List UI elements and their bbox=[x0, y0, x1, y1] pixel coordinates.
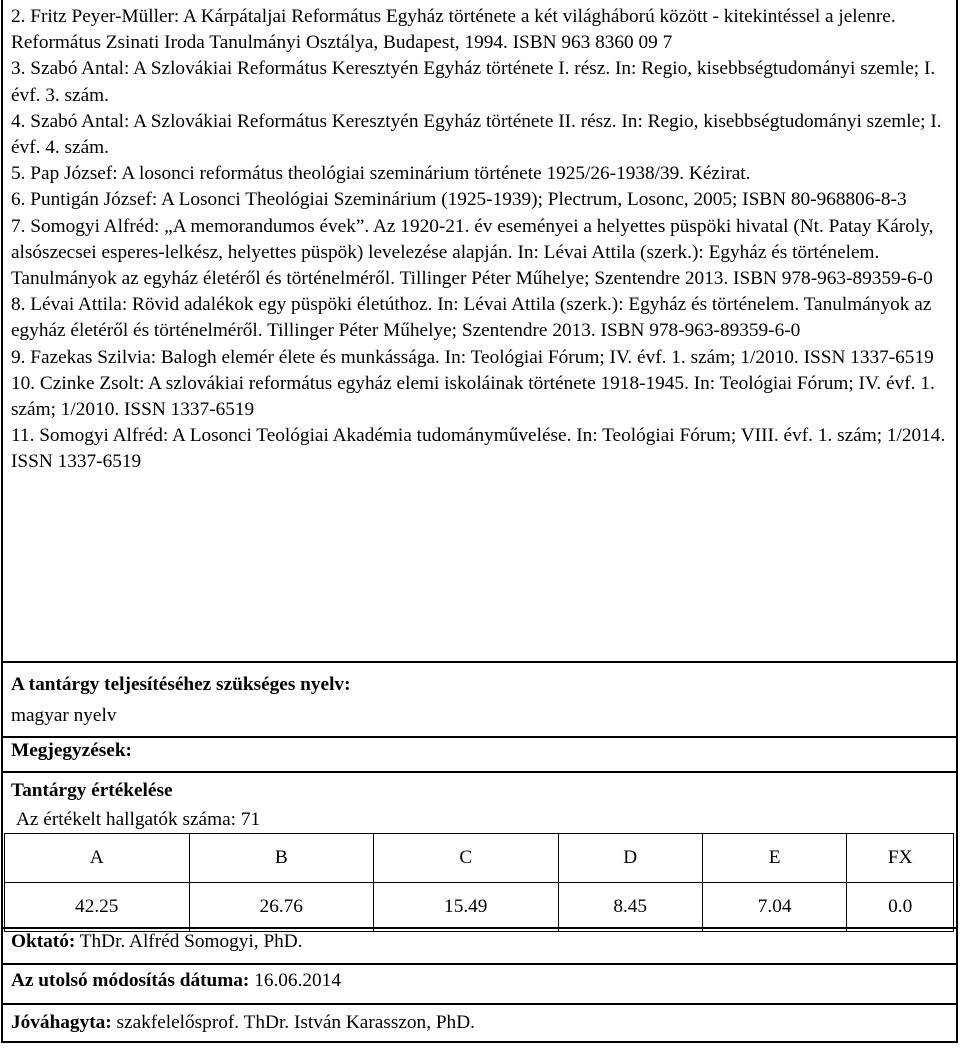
grade-cell: D bbox=[558, 834, 702, 883]
literature-item: 9. Fazekas Szilvia: Balogh elemér élete és munkássága. In: Teológiai Fórum; IV. évf. 1. szám; 1/2010. ISSN 1337-6519 bbox=[11, 346, 934, 368]
approved-by: szakfelelősprof. ThDr. István Karasszon, PhD. bbox=[116, 1012, 475, 1033]
language-value: magyar nyelv bbox=[11, 705, 117, 726]
literature-item: 4. Szabó Antal: A Szlovákiai Református Keresztyén Egyház története II. rész. In: Regio, kisebbségtudományi szemle; I. évf. 4. szám. bbox=[11, 110, 942, 159]
grade-cell: E bbox=[702, 834, 846, 883]
divider bbox=[1, 927, 958, 929]
literature-item: 10. Czinke Zsolt: A szlovákiai református egyház elemi iskoláinak története 1918-1945. In: Teológiai Fórum; IV. évf. 1. szám; 1/2010. ISSN 1337-6519 bbox=[11, 372, 935, 421]
literature-item: 8. Lévai Attila: Rövid adalékok egy püspöki életúthoz. In: Lévai Attila (szerk.): Egyház és történelem. Tanulmányok az egyház életéről és történelméről. Tillinger Péter Műhelye; Szentendre 2013. ISBN 978-963-89359-6-0 bbox=[11, 294, 932, 342]
teacher-name: ThDr. Alfréd Somogyi, PhD. bbox=[79, 931, 303, 952]
approved-row: Jóváhagyta: szakfelelősprof. ThDr. István Karasszon, PhD. bbox=[11, 1012, 475, 1033]
literature-list bbox=[11, 4, 946, 476]
modified-row: Az utolsó módosítás dátuma: 16.06.2014 bbox=[11, 970, 341, 991]
modified-date: 16.06.2014 bbox=[254, 970, 341, 991]
grade-cell: FX bbox=[847, 834, 954, 883]
evaluation-title: Tantárgy értékelése bbox=[11, 780, 173, 801]
divider bbox=[1, 1003, 958, 1005]
evaluated-count: Az értékelt hallgatók száma: 71 bbox=[16, 809, 261, 830]
literature-item: 6. Puntigán József: A Losonci Theológiai Szeminárium (1925-1939); Plectrum, Losonc, 2005; ISBN 80-968806-8-3 bbox=[11, 189, 907, 211]
percent-cell: 7.04 bbox=[702, 883, 846, 932]
percent-cell: 15.49 bbox=[374, 883, 559, 932]
language-label: A tantárgy teljesítéséhez szükséges nyelv: bbox=[11, 674, 351, 695]
percent-cell: 0.0 bbox=[847, 883, 954, 932]
literature-item: 3. Szabó Antal: A Szlovákiai Református Keresztyén Egyház története I. rész. In: Regio, kisebbségtudományi szemle; I. évf. 3. szám. bbox=[11, 58, 936, 106]
percent-cell: 8.45 bbox=[558, 883, 702, 932]
divider bbox=[1, 771, 958, 773]
grade-header-row bbox=[5, 834, 954, 883]
grade-cell: A bbox=[5, 834, 190, 883]
literature-item: 7. Somogyi Alfréd: „A memorandumos évek”. Az 1920-21. év eseményei a helyettes püspöki hivatal (Nt. Patay Károly, alsószecsei esperes-lelkész, helyettes püspök) levelezése alapján. In: Lévai Attila (szerk.): Egyház és történelem. Tanulmányok az egyház életéről és történelméről. Tillinger Péter Műhelye; Szentendre 2013. ISBN 978-963-89359-6-0 bbox=[11, 215, 934, 290]
grade-table bbox=[4, 833, 954, 932]
grade-percent-row bbox=[5, 883, 954, 932]
divider bbox=[1, 963, 958, 965]
percent-cell: 42.25 bbox=[5, 883, 190, 932]
literature-item: 11. Somogyi Alfréd: A Losonci Teológiai Akadémia tudományművelése. In: Teológiai Fórum; VIII. évf. 1. szám; 1/2014. ISSN 1337-6519 bbox=[11, 425, 946, 473]
notes-label: Megjegyzések: bbox=[11, 740, 132, 761]
grade-cell: C bbox=[374, 834, 559, 883]
percent-cell: 26.76 bbox=[189, 883, 374, 932]
literature-item: 2. Fritz Peyer-Müller: A Kárpátaljai Református Egyház története a két világháború között - kitekintéssel a jelenre. Református Zsinati Iroda Tanulmányi Osztálya, Budapest, 1994. ISBN 963 8360 09 7 bbox=[11, 6, 896, 54]
teacher-row: Oktató: ThDr. Alfréd Somogyi, PhD. bbox=[11, 931, 303, 952]
grade-cell: B bbox=[189, 834, 374, 883]
literature-item: 5. Pap József: A losonci református theológiai szeminárium története 1925/26-1938/39. Kézirat. bbox=[11, 163, 751, 185]
divider bbox=[1, 661, 958, 663]
divider bbox=[1, 736, 958, 738]
